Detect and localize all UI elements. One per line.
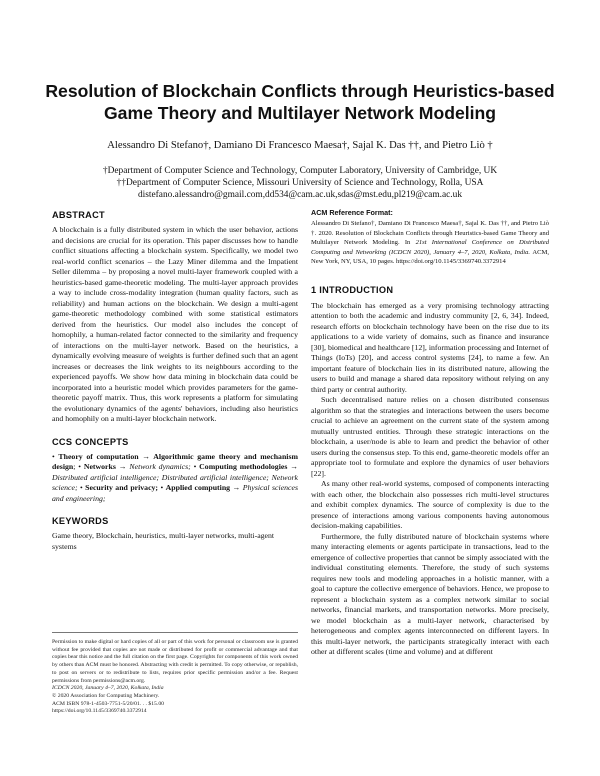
ccs-bullet: • [52, 451, 59, 461]
title-line-2: Game Theory and Multilayer Network Modeling [103, 103, 497, 123]
intro-paragraph-2: Such decentralised nature relies on a chosen distributed consensus algorithm so that the strategies and interactions between the users become crucial to achieve an agreement on the current state of the system among mutually untrusted entities. Through these strategic interactions on the blockchain, a user/node is able to learn and predict the behavior of other users during the consensus step. To this end, game-theoretic models offer an appropriate tool to formulate and explore the dynamics of user behaviors [22]. [311, 395, 549, 478]
acm-ref-part2: ACM, New York, NY, USA, 10 pages. https://doi.org/10.1145/3369740.3372914 [311, 248, 549, 266]
paper-title [40, 80, 560, 124]
ccs-item-networks: Networks → [83, 462, 127, 471]
ccs-item-applied: Applied computing → [165, 483, 241, 492]
ccs-item-computing-rest: Distributed artificial intelligence; Distributed artificial intelligence; Network science; [52, 472, 298, 492]
affiliation-missouri: ††Department of Computer Science, Missouri University of Science and Technology, Rolla, USA [116, 178, 484, 188]
acm-reference-text [311, 219, 549, 267]
ccs-item-networks-rest: Network dynamics; [129, 462, 191, 471]
intro-paragraph-1: The blockchain has emerged as a very promising technology attracting attention to both the academic and industry community [2, 6, 34]. Indeed, research efforts on blockchain technology have been on the rise due to its applications to a wide variety of domains, such as finance and insurance [30], biomedical and healthcare [12], information processing and Internet of Things (IoTs) [20], and access control systems [24], to name a few. An important feature of blockchain lies in its distributed nature, allowing the users to build and manage a shared data repository without relying on any third party or central authority. [311, 300, 549, 394]
intro-paragraph-3: As many other real-world systems, composed of components interacting with each other, the blockchain also possesses rich multi-level structures and exhibit complex dynamics. The source of complexity is due to the presence of interactions among various components having autonomous decision-making capabilities. [311, 479, 549, 531]
acm-ref-part1: Alessandro Di Stefano†, Damiano Di Francesco Maesa†, Sajal K. Das ††, and Pietro Liò †. 2020. Resolution of Blockchain Conflicts through Heuristics-based Game Theory and Multilayer Network Modeling. In [311, 220, 549, 247]
keywords-heading: KEYWORDS [52, 516, 109, 526]
ccs-heading: CCS CONCEPTS [52, 436, 129, 447]
ccs-concepts [52, 452, 298, 505]
permission-footnote [52, 632, 298, 716]
title-line-1: Resolution of Blockchain Conflicts through Heuristics-based [45, 81, 555, 101]
ccs-item-computing: Computing methodologies → [199, 462, 299, 471]
permission-text: Permission to make digital or hard copies of all or part of this work for personal or classroom use is granted without fee provided that copies are not made or distributed for profit or commercial advantage and that copies bear this notice and the full citation on the first page. Copyrights for components of this work owned by others than ACM must be honored. Abstracting with credit is permitted. To copy otherwise, or republish, to post on servers or to redistribute to lists, requires prior specific permission and/or a fee. Request permissions from permissions@acm.org. [52, 639, 298, 684]
ccs-sep: ; • [73, 462, 84, 471]
author-emails: distefano.alessandro@gmail.com,dd534@cam.ac.uk,sdas@mst.edu,pl219@cam.ac.uk [137, 190, 463, 200]
keywords-text: Game theory, Blockchain, heuristics, multi-layer networks, multi-agent systems [52, 531, 275, 551]
conference-line: ICDCN 2020, January 4–7, 2020, Kolkata, India [52, 685, 164, 692]
author-list: Alessandro Di Stefano†, Damiano Di Francesco Maesa†, Sajal K. Das ††, and Pietro Liò † [107, 140, 493, 151]
ccs-item-applied-rest: Physical sciences and engineering; [52, 483, 298, 503]
affiliation-cambridge: †Department of Computer Science and Technology, Computer Laboratory, University of Cambridge, UK [102, 166, 498, 176]
ccs-bullet: • [190, 462, 200, 471]
ccs-bullet: • [158, 483, 166, 492]
introduction-heading: 1 INTRODUCTION [311, 284, 394, 295]
ccs-item-security: Security and privacy; [85, 483, 159, 492]
acm-ref-venue: 21st International Conference on Distributed Computing and Networking (ICDCN 2020), January 4–7, 2020, Kolkata, India. [311, 239, 549, 256]
acm-reference-heading: ACM Reference Format: [311, 208, 393, 217]
copyright-line: © 2020 Association for Computing Machinery. [52, 692, 160, 699]
left-column [52, 210, 298, 552]
intro-paragraph-4: Furthermore, the fully distributed nature of blockchain systems where many interacting elements or agents participate in transactions, lead to the emergence of collective properties that cannot be simply associated with the individual constituting elements. Therefore, the study of such systems requires new tools and modeling approaches in a holistic manner, with a goal to capture the collective emergence of behaviors. Hence, we propose to represent a blockchain system as a complex network similar to social networks, financial markets, and transportation networks. More precisely, we model blockchain as a multi-layer network, characterised by heterogeneous and complex agents interconnected on different layers. In this multi-layer network, the participants strategically interact with each other at different scales (time and volume) and at different [311, 531, 549, 657]
ccs-item-theory: Theory of computation → Algorithmic game theory and mechanism design [52, 451, 298, 471]
affiliations [40, 165, 560, 201]
isbn-line: ACM ISBN 978-1-4503-7751-5/20/01. . . $15.00 [52, 700, 165, 707]
right-column [311, 208, 549, 658]
ccs-bullet: • [77, 483, 86, 492]
abstract-heading: ABSTRACT [52, 210, 105, 220]
abstract-text: A blockchain is a fully distributed system in which the user behavior, actions and decisions are crucial for its operation. This paper discusses how to handle conflict situations affecting a blockchain system. Specifically, we model two real-world conflict scenarios – the Lazy Miner dilemma and the Impatient Seller dilemma – by proposing a novel multi-layer framework coupled with a heuristics-based game-theoretic modeling. The multi-layer approach provides a way to include cross-modality integration (human quality factors, such as reliability) and human actions on the blockchain. We design a multi-agent game-theoretic methodology combined with some statistical estimators derived from the heuristics. Our model also includes the concept of homophily, a human-related factor connected to the similarity and frequency of interactions on the multi-layer network. Based on the heuristics, a dynamically evolving measure of weights is further defined such that an agent increases or decreases the link weights to its neighbours according to the experienced payoffs. We show how data mining in blockchain data could be incorporated into a heuristic model which provides parameters for the game-theoretic payoff matrix. Thus, this work represents a platform for simulating the evolutionary dynamics of the agents' behaviors, including also heuristics and homophily on a multi-layer blockchain network. [52, 225, 298, 423]
doi-line: https://doi.org/10.1145/3369740.3372914 [52, 708, 147, 715]
